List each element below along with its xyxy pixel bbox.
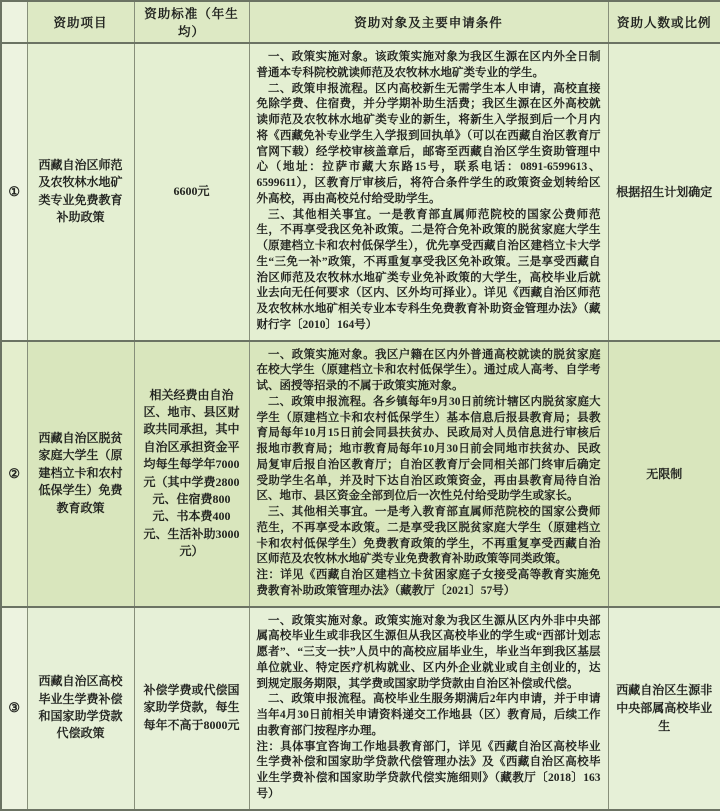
row-number: ② — [1, 341, 27, 607]
condition-paragraph: 三、其他相关事宜。一是考入教育部直属师范院校的国家公费师范生，不再享受本政策。二是享受我区脱贫家庭大学生（原建档立卡和农村低保学生）免费教育政策的学生，不再重复享受西藏自治区师范及农牧林水地矿类专业免费教育补助政策等同类政策。 — [256, 506, 601, 566]
condition-paragraph: 一、政策实施对象。该政策实施对象为我区生源在区内外全日制普通本专科院校就读师范及农牧林水地矿类专业的学生。 — [256, 51, 601, 79]
header-quota: 资助人数或比例 — [608, 1, 720, 43]
table-row-policy-3 — [1, 607, 720, 810]
header-project: 资助项目 — [27, 1, 134, 43]
conditions-cell — [249, 341, 608, 607]
condition-paragraph: 一、政策实施对象。我区户籍在区内外普通高校就读的脱贫家庭在校大学生（原建档立卡和农村低保学生）。通过成人高考、自学考试、函授等招录的不属于政策实施对象。 — [256, 348, 601, 392]
header-standard: 资助标准（年生均） — [134, 1, 249, 43]
table-row-policy-2 — [1, 341, 720, 607]
quota-cell: 西藏自治区生源非中央部属高校毕业生 — [608, 607, 720, 810]
project-name: 西藏自治区脱贫家庭大学生（原建档立卡和农村低保学生）免费教育政策 — [27, 341, 134, 607]
subsidy-standard: 相关经费由自治区、地市、县区财政共同承担，其中自治区承担资金平均每生每学年7000元（其中学费2800元、住宿费800元、书本费400元、生活补助3000元） — [134, 341, 249, 607]
row-number: ① — [1, 43, 27, 341]
conditions-cell — [249, 43, 608, 341]
conditions-cell — [249, 607, 608, 810]
condition-note: 注：详见《西藏自治区建档立卡贫困家庭子女接受高等教育实施免费教育补助政策管理办法》（藏教厅〔2021〕57号） — [256, 569, 601, 597]
table-header-row — [1, 1, 720, 43]
table-row-policy-1 — [1, 43, 720, 341]
condition-paragraph: 三、其他相关事宜。一是教育部直属师范院校的国家公费师范生，不再享受我区免补政策。二是符合免补政策的脱贫家庭大学生（原建档立卡和农村低保学生），优先享受西藏自治区建档立卡大学生“三免一补”政策，不再重复享受我区免补政策。三是享受西藏自治区师范及农牧林水地矿类专业免补政策的大学生，高校毕业后就业去向无任何要求（区内、区外均可择业）。详见《西藏自治区师范及农牧林水地矿相关专业本专科生免费教育补助资金管理办法》（藏财行字〔2010〕164号） — [256, 208, 601, 331]
quota-cell: 无限制 — [608, 341, 720, 607]
project-name: 西藏自治区师范及农牧林水地矿类专业免费教育补助政策 — [27, 43, 134, 341]
header-conditions: 资助对象及主要申请条件 — [249, 1, 608, 43]
quota-cell: 根据招生计划确定 — [608, 43, 720, 341]
condition-paragraph: 二、政策申报流程。高校毕业生服务期满后2年内申请，并于申请当年4月30日前相关申请资料递交工作地县（区）教育局，后续工作由教育部门按程序办理。 — [256, 693, 601, 737]
row-number: ③ — [1, 607, 27, 810]
condition-note: 注：具体事宜咨询工作地县教育部门，详见《西藏自治区高校毕业生学费补偿和国家助学贷款代偿管理办法》及《西藏自治区高校毕业生学费补偿和国家助学贷款代偿实施细则》（藏教厅〔2018〕163号） — [256, 740, 601, 800]
header-index-cell — [1, 1, 27, 43]
subsidy-standard: 6600元 — [134, 43, 249, 341]
condition-paragraph: 一、政策实施对象。政策实施对象为我区生源从区内外非中央部属高校毕业生或非我区生源但从我区高校毕业的学生或“西部计划志愿者”、“三支一扶”人员中的高校应届毕业生，毕业当年到我区基层单位就业、特定医疗机构就业、区内外企业就业或自主创业的，达到规定服务期限，其学费或国家助学贷款由自治区补偿或代偿。 — [256, 614, 601, 690]
condition-paragraph: 二、政策申报流程。区内高校新生无需学生本人申请，高校直接免除学费、住宿费，并分学期补助生活费；我区生源在区外高校就读师范及农牧林水地矿类专业的新生，将新生入学报到后一个月内将《西藏免补专业学生入学报到回执单》（可以在西藏自治区教育厅官网下载）经学校审核盖章后，邮寄至西藏自治区学生资助管理中心（地址：拉萨市藏大东路15号，联系电话：0891-6599613、6599611），区教育厅审核后，将符合条件学生的政策资金划转给区外高校，再由高校兑付给受助学生。 — [256, 82, 601, 205]
subsidy-standard: 补偿学费或代偿国家助学贷款，每生每年不高于8000元 — [134, 607, 249, 810]
condition-paragraph: 二、政策申报流程。各乡镇每年9月30日前统计辖区内脱贫家庭大学生（原建档立卡和农村低保学生）基本信息后报县教育局；县教育局每年10月15日前会同县扶贫办、民政局对人员信息进行审核后报地市教育局；地市教育局每年10月30日前会同地市扶贫办、民政局复审后报自治区教育厅；自治区教育厅会同相关部门终审后确定受助学生名单，并及时下达自治区政策资金，再由县教育局待自治区、地市、县区资金全部到位后一次性兑付给受助学生或家长。 — [256, 395, 601, 503]
project-name: 西藏自治区高校毕业生学费补偿和国家助学贷款代偿政策 — [27, 607, 134, 810]
